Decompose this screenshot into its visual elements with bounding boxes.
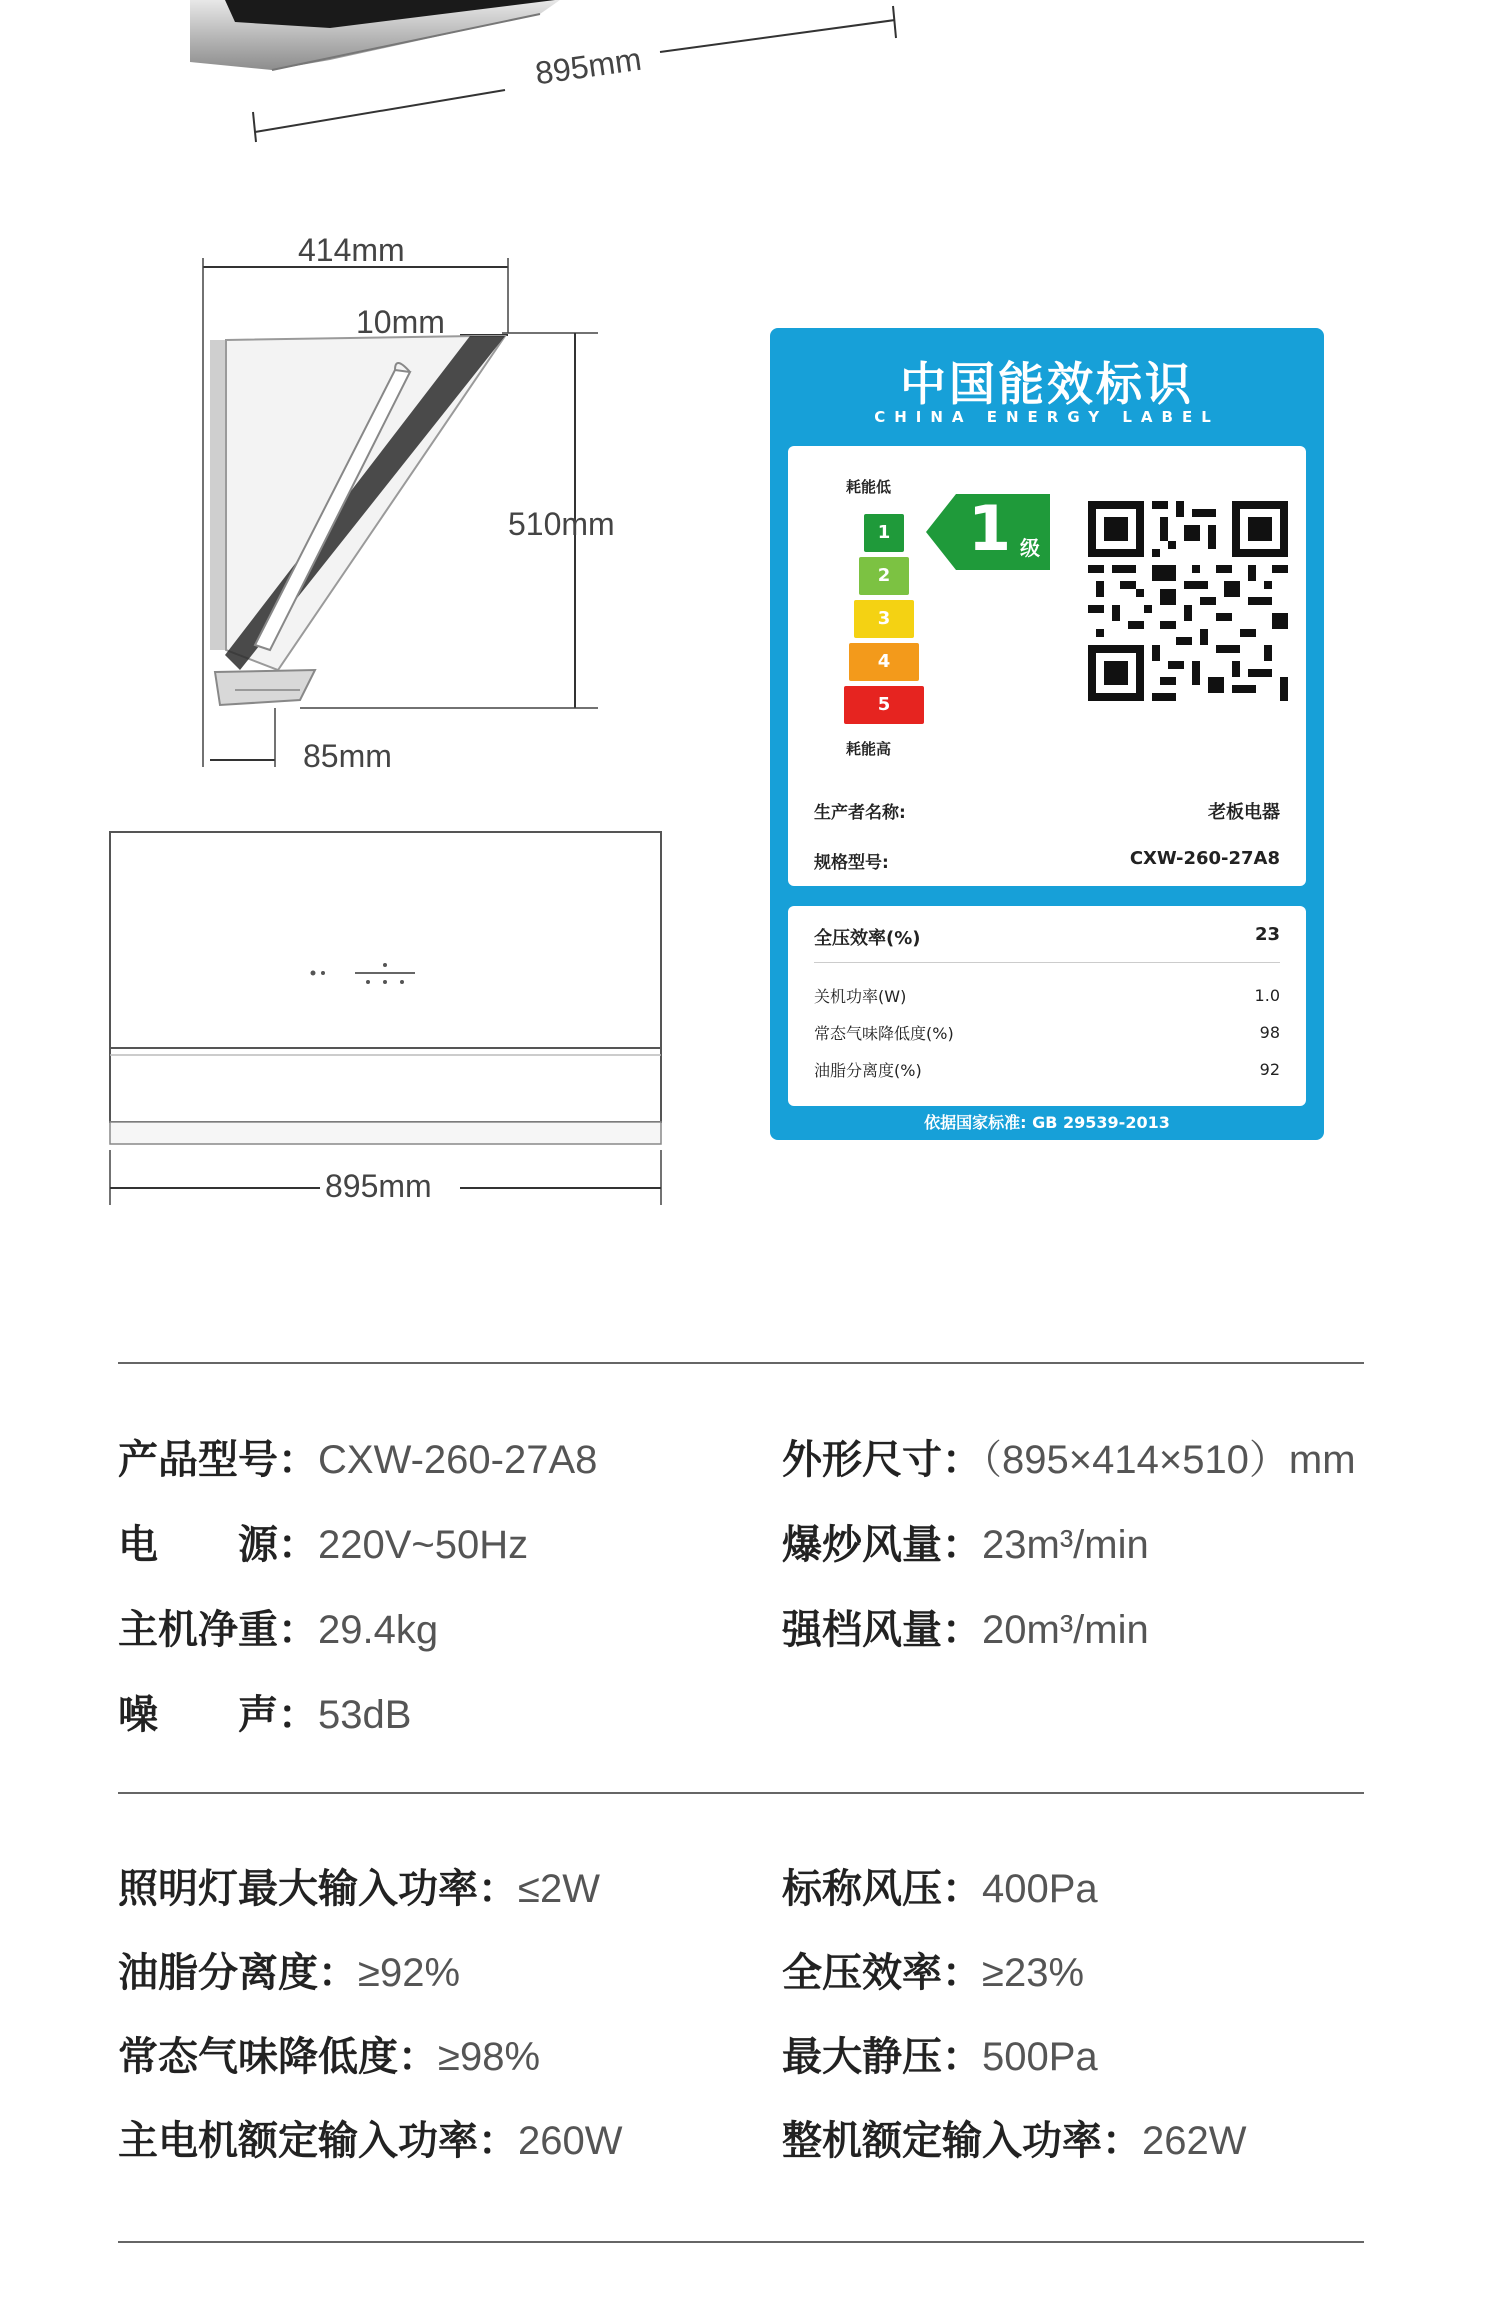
label-row-label: 关机功率(W) (814, 987, 907, 1006)
grade-suffix: 级 (1020, 536, 1040, 560)
spec-key: 爆炒风量： (782, 1522, 982, 1568)
spec-value: ≥98% (438, 2035, 541, 2079)
spec-item (782, 1863, 1098, 1915)
spec-key: 常态气味降低度： (118, 2034, 438, 2080)
spec-value: 20m³/min (982, 1608, 1149, 1652)
grade-band-1: 1 (864, 514, 904, 552)
energy-label-top-panel (788, 446, 1306, 886)
spec-key: 强档风量： (782, 1607, 982, 1653)
spec-value: 262W (1142, 2119, 1247, 2163)
energy-label (770, 328, 1324, 1140)
grade-band-5: 5 (844, 686, 924, 724)
label-row-label: 油脂分离度(%) (814, 1061, 922, 1080)
label-row-label: 常态气味降低度(%) (814, 1024, 954, 1043)
spec-item (782, 1519, 1149, 1571)
spec-key: 整机额定输入功率： (782, 2118, 1142, 2164)
divider-2 (118, 1792, 1364, 1794)
spec-value: （895×414×510）mm (982, 1438, 1356, 1482)
spec-item (118, 1863, 600, 1915)
spec-value: 400Pa (982, 1867, 1098, 1911)
spec-item (118, 1519, 528, 1571)
label-row-value: 92 (1259, 1060, 1280, 1079)
spec-key: 照明灯最大输入功率： (118, 1866, 518, 1912)
spec-item (782, 2031, 1098, 2083)
high-consumption-text: 耗能高 (846, 740, 892, 758)
efficiency-value: 23 (1254, 924, 1280, 945)
energy-label-title: 中国能效标识 (900, 357, 1194, 411)
energy-label-subtitle: CHINA ENERGY LABEL (874, 408, 1220, 426)
spec-value: 53dB (318, 1693, 412, 1737)
spec-item (118, 2115, 623, 2167)
spec-value: ≥92% (358, 1951, 461, 1995)
side-lip-label: 10mm (356, 304, 445, 340)
model-value: CXW-260-27A8 (1129, 848, 1280, 869)
divider-3 (118, 2241, 1364, 2243)
spec-value: ≥23% (982, 1951, 1085, 1995)
spec-item (782, 1947, 1084, 1999)
label-row-value: 1.0 (1254, 986, 1280, 1005)
front-width-label: 895mm (325, 1168, 432, 1204)
divider-1 (118, 1362, 1364, 1364)
spec-value: CXW-260-27A8 (318, 1438, 598, 1482)
front-view-drawing (0, 0, 700, 1240)
qr-code (1088, 501, 1288, 701)
manufacturer-value: 老板电器 (1208, 802, 1280, 823)
side-height-label: 510mm (508, 506, 615, 542)
energy-label-footer: 依据国家标准: GB 29539-2013 (924, 1113, 1170, 1132)
spec-key: 产品型号： (118, 1437, 318, 1483)
efficiency-label: 全压效率(%) (814, 928, 921, 949)
spec-key: 标称风压： (782, 1866, 982, 1912)
energy-label-bottom-panel (788, 906, 1306, 1106)
spec-key: 电 源： (118, 1522, 318, 1568)
grade-band-3: 3 (854, 600, 914, 638)
efficiency-divider (814, 962, 1280, 963)
side-depth-label: 414mm (298, 232, 405, 268)
grade-band-4: 4 (849, 643, 919, 681)
spec-value: ≤2W (518, 1867, 600, 1911)
spec-item (118, 1947, 460, 1999)
spec-item (118, 1604, 438, 1656)
spec-item (118, 1689, 411, 1741)
spec-key: 外形尺寸： (782, 1437, 982, 1483)
side-base-label: 85mm (303, 738, 392, 774)
spec-item (118, 2031, 540, 2083)
spec-item (782, 1604, 1149, 1656)
model-label: 规格型号: (814, 853, 889, 873)
manufacturer-label: 生产者名称: (814, 803, 906, 823)
label-row-value: 98 (1259, 1023, 1280, 1042)
spec-key: 最大静压： (782, 2034, 982, 2080)
spec-key: 油脂分离度： (118, 1950, 358, 1996)
top-width-label: 895mm (532, 40, 644, 92)
spec-item (118, 1434, 597, 1486)
spec-item (782, 1434, 1356, 1486)
spec-value: 29.4kg (318, 1608, 439, 1652)
spec-key: 主电机额定输入功率： (118, 2118, 518, 2164)
grade-value: 1 (968, 492, 1012, 565)
spec-key: 噪 声： (118, 1692, 318, 1738)
grade-band-2: 2 (859, 557, 909, 595)
spec-item (782, 2115, 1247, 2167)
low-consumption-text: 耗能低 (846, 478, 892, 496)
spec-key: 主机净重： (118, 1607, 318, 1653)
spec-value: 500Pa (982, 2035, 1098, 2079)
spec-value: 220V~50Hz (318, 1523, 529, 1567)
spec-value: 23m³/min (982, 1523, 1149, 1567)
spec-value: 260W (518, 2119, 623, 2163)
spec-key: 全压效率： (782, 1950, 982, 1996)
